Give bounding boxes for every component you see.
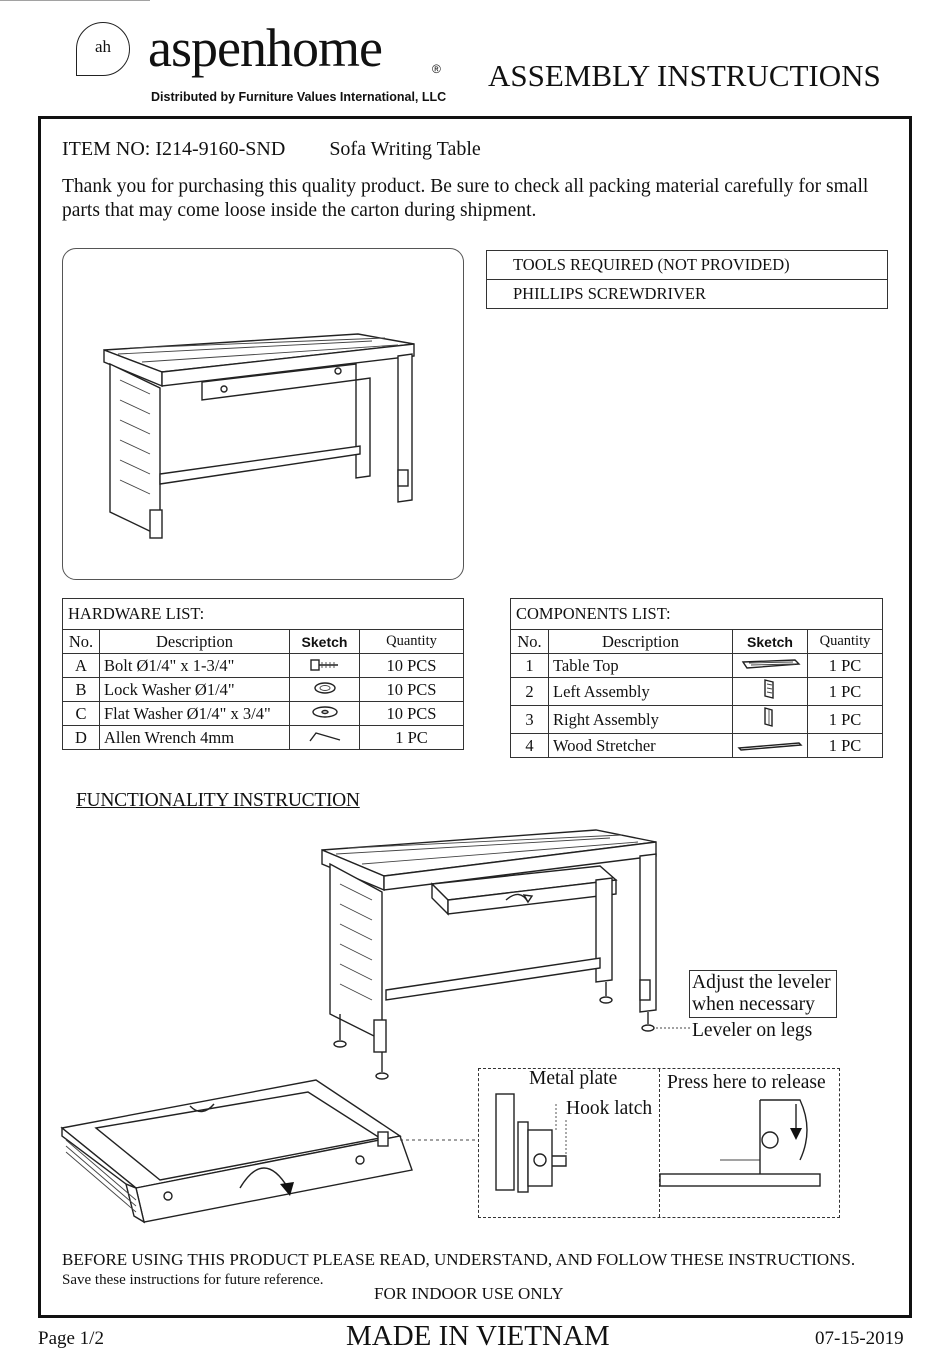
document-title: ASSEMBLY INSTRUCTIONS: [488, 58, 881, 93]
hardware-no: C: [63, 702, 100, 726]
component-description: Left Assembly: [549, 678, 733, 706]
hardware-quantity: 10 PCS: [360, 654, 464, 678]
page-number: Page 1/2: [38, 1328, 104, 1349]
hardware-quantity: 10 PCS: [360, 678, 464, 702]
hardware-quantity: 10 PCS: [360, 702, 464, 726]
hardware-no: B: [63, 678, 100, 702]
components-header-sketch: Sketch: [733, 630, 808, 654]
logo-mark-text: ah: [94, 37, 112, 56]
hardware-no: A: [63, 654, 100, 678]
hardware-no: D: [63, 726, 100, 750]
components-header-description: Description: [549, 630, 733, 654]
brand-name: aspenhome: [148, 18, 382, 78]
component-description: Right Assembly: [549, 706, 733, 734]
components-header-quantity: Quantity: [808, 630, 883, 654]
registered-mark: ®: [432, 62, 441, 76]
leveler-label: Leveler on legs: [692, 1020, 813, 1041]
adjust-leveler-line1: Adjust the leveler: [692, 972, 831, 993]
hardware-description: Lock Washer Ø1/4": [100, 678, 290, 702]
hardware-quantity: 1 PC: [360, 726, 464, 750]
component-no: 1: [511, 654, 549, 678]
hardware-header-description: Description: [100, 630, 290, 654]
hardware-caption: HARDWARE LIST:: [63, 599, 464, 630]
component-quantity: 1 PC: [808, 734, 883, 758]
made-in-label: MADE IN VIETNAM: [346, 1320, 610, 1352]
component-description: Wood Stretcher: [549, 734, 733, 758]
component-quantity: 1 PC: [808, 706, 883, 734]
component-no: 2: [511, 678, 549, 706]
component-no: 4: [511, 734, 549, 758]
hardware-header-no: No.: [63, 630, 100, 654]
hardware-description: Flat Washer Ø1/4" x 3/4": [100, 702, 290, 726]
hardware-description: Allen Wrench 4mm: [100, 726, 290, 750]
tools-heading: TOOLS REQUIRED (NOT PROVIDED): [487, 251, 888, 280]
hardware-header-sketch: Sketch: [290, 630, 360, 654]
save-instructions-text: Save these instructions for future reference.: [62, 1272, 324, 1288]
components-header-no: No.: [511, 630, 549, 654]
item-number: ITEM NO: I214-9160-SND: [62, 138, 286, 160]
distributor-line: Distributed by Furniture Values International, LLC: [151, 90, 447, 104]
adjust-leveler-line2: when necessary: [692, 994, 815, 1015]
indoor-use-text: FOR INDOOR USE ONLY: [374, 1284, 564, 1303]
tools-item: PHILLIPS SCREWDRIVER: [487, 280, 888, 309]
hook-latch-label: Hook latch: [566, 1098, 653, 1119]
item-name: Sofa Writing Table: [329, 138, 481, 160]
component-quantity: 1 PC: [808, 654, 883, 678]
metal-plate-label: Metal plate: [529, 1068, 618, 1089]
component-description: Table Top: [549, 654, 733, 678]
functionality-title: FUNCTIONALITY INSTRUCTION: [76, 790, 360, 811]
document-date: 07-15-2019: [815, 1328, 904, 1349]
hardware-description: Bolt Ø1/4" x 1-3/4": [100, 654, 290, 678]
warning-text: BEFORE USING THIS PRODUCT PLEASE READ, UNDERSTAND, AND FOLLOW THESE INSTRUCTIONS.: [62, 1250, 856, 1269]
hardware-header-quantity: Quantity: [360, 630, 464, 654]
component-quantity: 1 PC: [808, 678, 883, 706]
component-no: 3: [511, 706, 549, 734]
press-release-label: Press here to release: [667, 1072, 826, 1093]
components-caption: COMPONENTS LIST:: [511, 599, 883, 630]
intro-text: Thank you for purchasing this quality product. Be sure to check all packing material carefully for small parts that may come loose inside the carton during shipment.: [62, 176, 869, 221]
